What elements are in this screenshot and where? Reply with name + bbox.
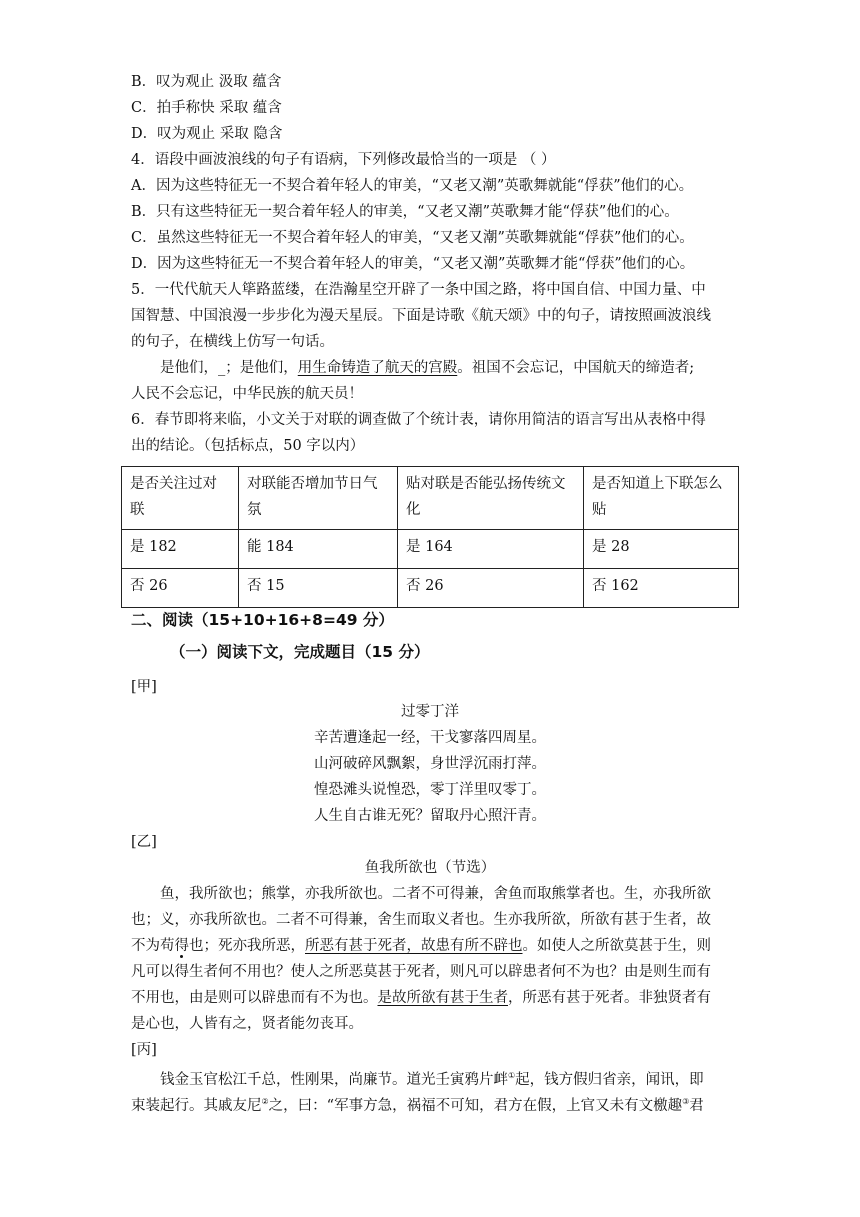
table-header-row: [122, 467, 739, 530]
passage-yi-tag: [乙]: [131, 834, 157, 850]
text: 钱金玉官松江千总，性刚果，尚廉节。道光壬寅鸦片衅: [160, 1071, 508, 1088]
table-header-cell: [398, 467, 584, 530]
header-text: 对联能否增加节日气: [247, 476, 378, 492]
q4-option-a: A．因为这些特征无一不契合着年轻人的审美，“又老又潮”英歌舞就能“俘获”他们的心。: [131, 178, 694, 194]
table-header-cell: [584, 467, 739, 530]
section-2-title: 二、阅读（15+10+16+8=49 分）: [131, 611, 394, 629]
passage-jia-tag: [甲]: [131, 679, 157, 695]
text: 也；死亦我所恶，: [189, 938, 305, 954]
text: 君: [689, 1097, 704, 1114]
wavy-line-sentence: 用生命铸造了航天的宫殿: [297, 360, 458, 376]
q6-line-1: 6．春节即将来临，小文关于对联的调查做了个统计表，请你用简洁的语言写出从表格中得: [131, 412, 706, 428]
passage-yi-line: 也；义，亦我所欲也。二者不可得兼，舍生而取义者也。生亦我所欲，所欲有甚于生者，故: [131, 912, 711, 928]
q3-option-b: B．叹为观止 汲取 蕴含: [131, 74, 282, 90]
header-text: 贴: [592, 502, 607, 518]
q4-option-d: D．因为这些特征无一不契合着年轻人的审美，“又老又潮”英歌舞才能“俘获”他们的心。: [131, 256, 695, 272]
table-cell: 否 15: [239, 569, 398, 608]
header-text: 联: [130, 502, 145, 518]
underlined-sentence: 是故所欲有甚于生者: [377, 990, 508, 1006]
passage-bing-line: [131, 1092, 704, 1116]
passage-yi-line: 凡可以得生者何不用也？使人之所恶莫甚于死者，则凡可以辟患者何不为也？由是则生而有: [131, 964, 711, 980]
section-subtitle: （一）阅读下文，完成题目（15 分）: [170, 643, 430, 661]
text: 不为苟: [131, 938, 175, 954]
footnote-mark: ①: [508, 1071, 516, 1080]
passage-yi-line: 鱼，我所欲也；熊掌，亦我所欲也。二者不可得兼，舍鱼而取熊掌者也。生，亦我所欲: [160, 886, 711, 902]
text: ，所恶有甚于死者。非独贤者有: [508, 990, 711, 1006]
table-cell: 能 184: [239, 530, 398, 569]
q5-line-2: 国智慧、中国浪漫一步步化为漫天星辰。下面是诗歌《航天颂》中的句子，请按照画波浪线: [131, 308, 711, 324]
text: 束装起行。其戚友尼: [131, 1097, 262, 1114]
poem-title: 过零丁洋: [401, 704, 459, 720]
q4-option-c: C．虽然这些特征无一不契合着年轻人的审美，“又老又潮”英歌舞就能“俘获”他们的心。: [131, 230, 694, 246]
q4-stem: 4．语段中画波浪线的句子有语病，下列修改最恰当的一项是 （ ）: [131, 152, 556, 168]
text: 。如使人之所欲莫甚于生，则: [522, 938, 711, 954]
passage-yi-line: 是心也，人皆有之，贤者能勿丧耳。: [131, 1016, 363, 1032]
passage-bing-line: [160, 1066, 704, 1090]
text: 之，曰：“军事方急，祸福不可知，君方在假，上官又未有文檄趣: [268, 1097, 683, 1114]
table-cell: 是 182: [122, 530, 239, 569]
header-text: 氛: [247, 502, 262, 518]
poem-text: 是他们，_；是他们，: [160, 360, 298, 376]
header-text: 是否关注过对: [130, 476, 217, 492]
passage-yi-title: 鱼我所欲也（节选）: [364, 860, 496, 876]
text: 不用也，由是则可以辟患而有不为也。: [131, 990, 378, 1006]
q5-poem-line-1: [160, 358, 694, 378]
header-text: 贴对联是否能弘扬传统文: [406, 476, 566, 492]
poem-line: 人生自古谁无死？留取丹心照汗青。: [314, 808, 546, 824]
passage-yi-line: [131, 936, 711, 956]
poem-text: 。祖国不会忘记，中国航天的缔造者;: [457, 360, 695, 376]
passage-bing-tag: [丙]: [131, 1042, 157, 1058]
header-text: 化: [406, 502, 421, 518]
q5-line-3: 的句子，在横线上仿写一句话。: [131, 334, 334, 350]
survey-table: [121, 466, 739, 608]
poem-line: 辛苦遭逢起一经，干戈寥落四周星。: [314, 730, 546, 746]
table-row: [122, 569, 739, 608]
q6-line-2: 出的结论。（包括标点，50 字以内）: [131, 438, 365, 454]
q5-line-1: 5．一代代航天人筚路蓝缕，在浩瀚星空开辟了一条中国之路，将中国自信、中国力量、中: [131, 282, 706, 298]
dotted-char: 得: [174, 938, 189, 954]
table-cell: 否 26: [122, 569, 239, 608]
footnote-mark: ③: [682, 1097, 690, 1106]
table-header-cell: [239, 467, 398, 530]
text: 起，钱方假归省亲，闻讯，即: [515, 1071, 704, 1088]
poem-line: 惶恐滩头说惶恐，零丁洋里叹零丁。: [314, 782, 546, 798]
table-cell: 是 164: [398, 530, 584, 569]
q3-option-c: C．拍手称快 采取 蕴含: [131, 100, 282, 116]
underlined-sentence: 所恶有甚于死者，故患有所不辟也: [305, 938, 523, 954]
poem-line: 山河破碎风飘絮，身世浮沉雨打萍。: [314, 756, 546, 772]
table-row: [122, 530, 739, 569]
footnote-mark: ②: [261, 1097, 269, 1106]
table-cell: 否 162: [584, 569, 739, 608]
table-cell: 否 26: [398, 569, 584, 608]
table-header-cell: [122, 467, 239, 530]
q4-option-b: B．只有这些特征无一契合着年轻人的审美，“又老又潮”英歌舞才能“俘获”他们的心。: [131, 204, 679, 220]
q3-option-d: D．叹为观止 采取 隐含: [131, 126, 283, 142]
passage-yi-line: [131, 988, 711, 1008]
q5-poem-line-2: 人民不会忘记，中华民族的航天员！: [131, 386, 363, 402]
header-text: 是否知道上下联怎么: [592, 476, 723, 492]
table-cell: 是 28: [584, 530, 739, 569]
